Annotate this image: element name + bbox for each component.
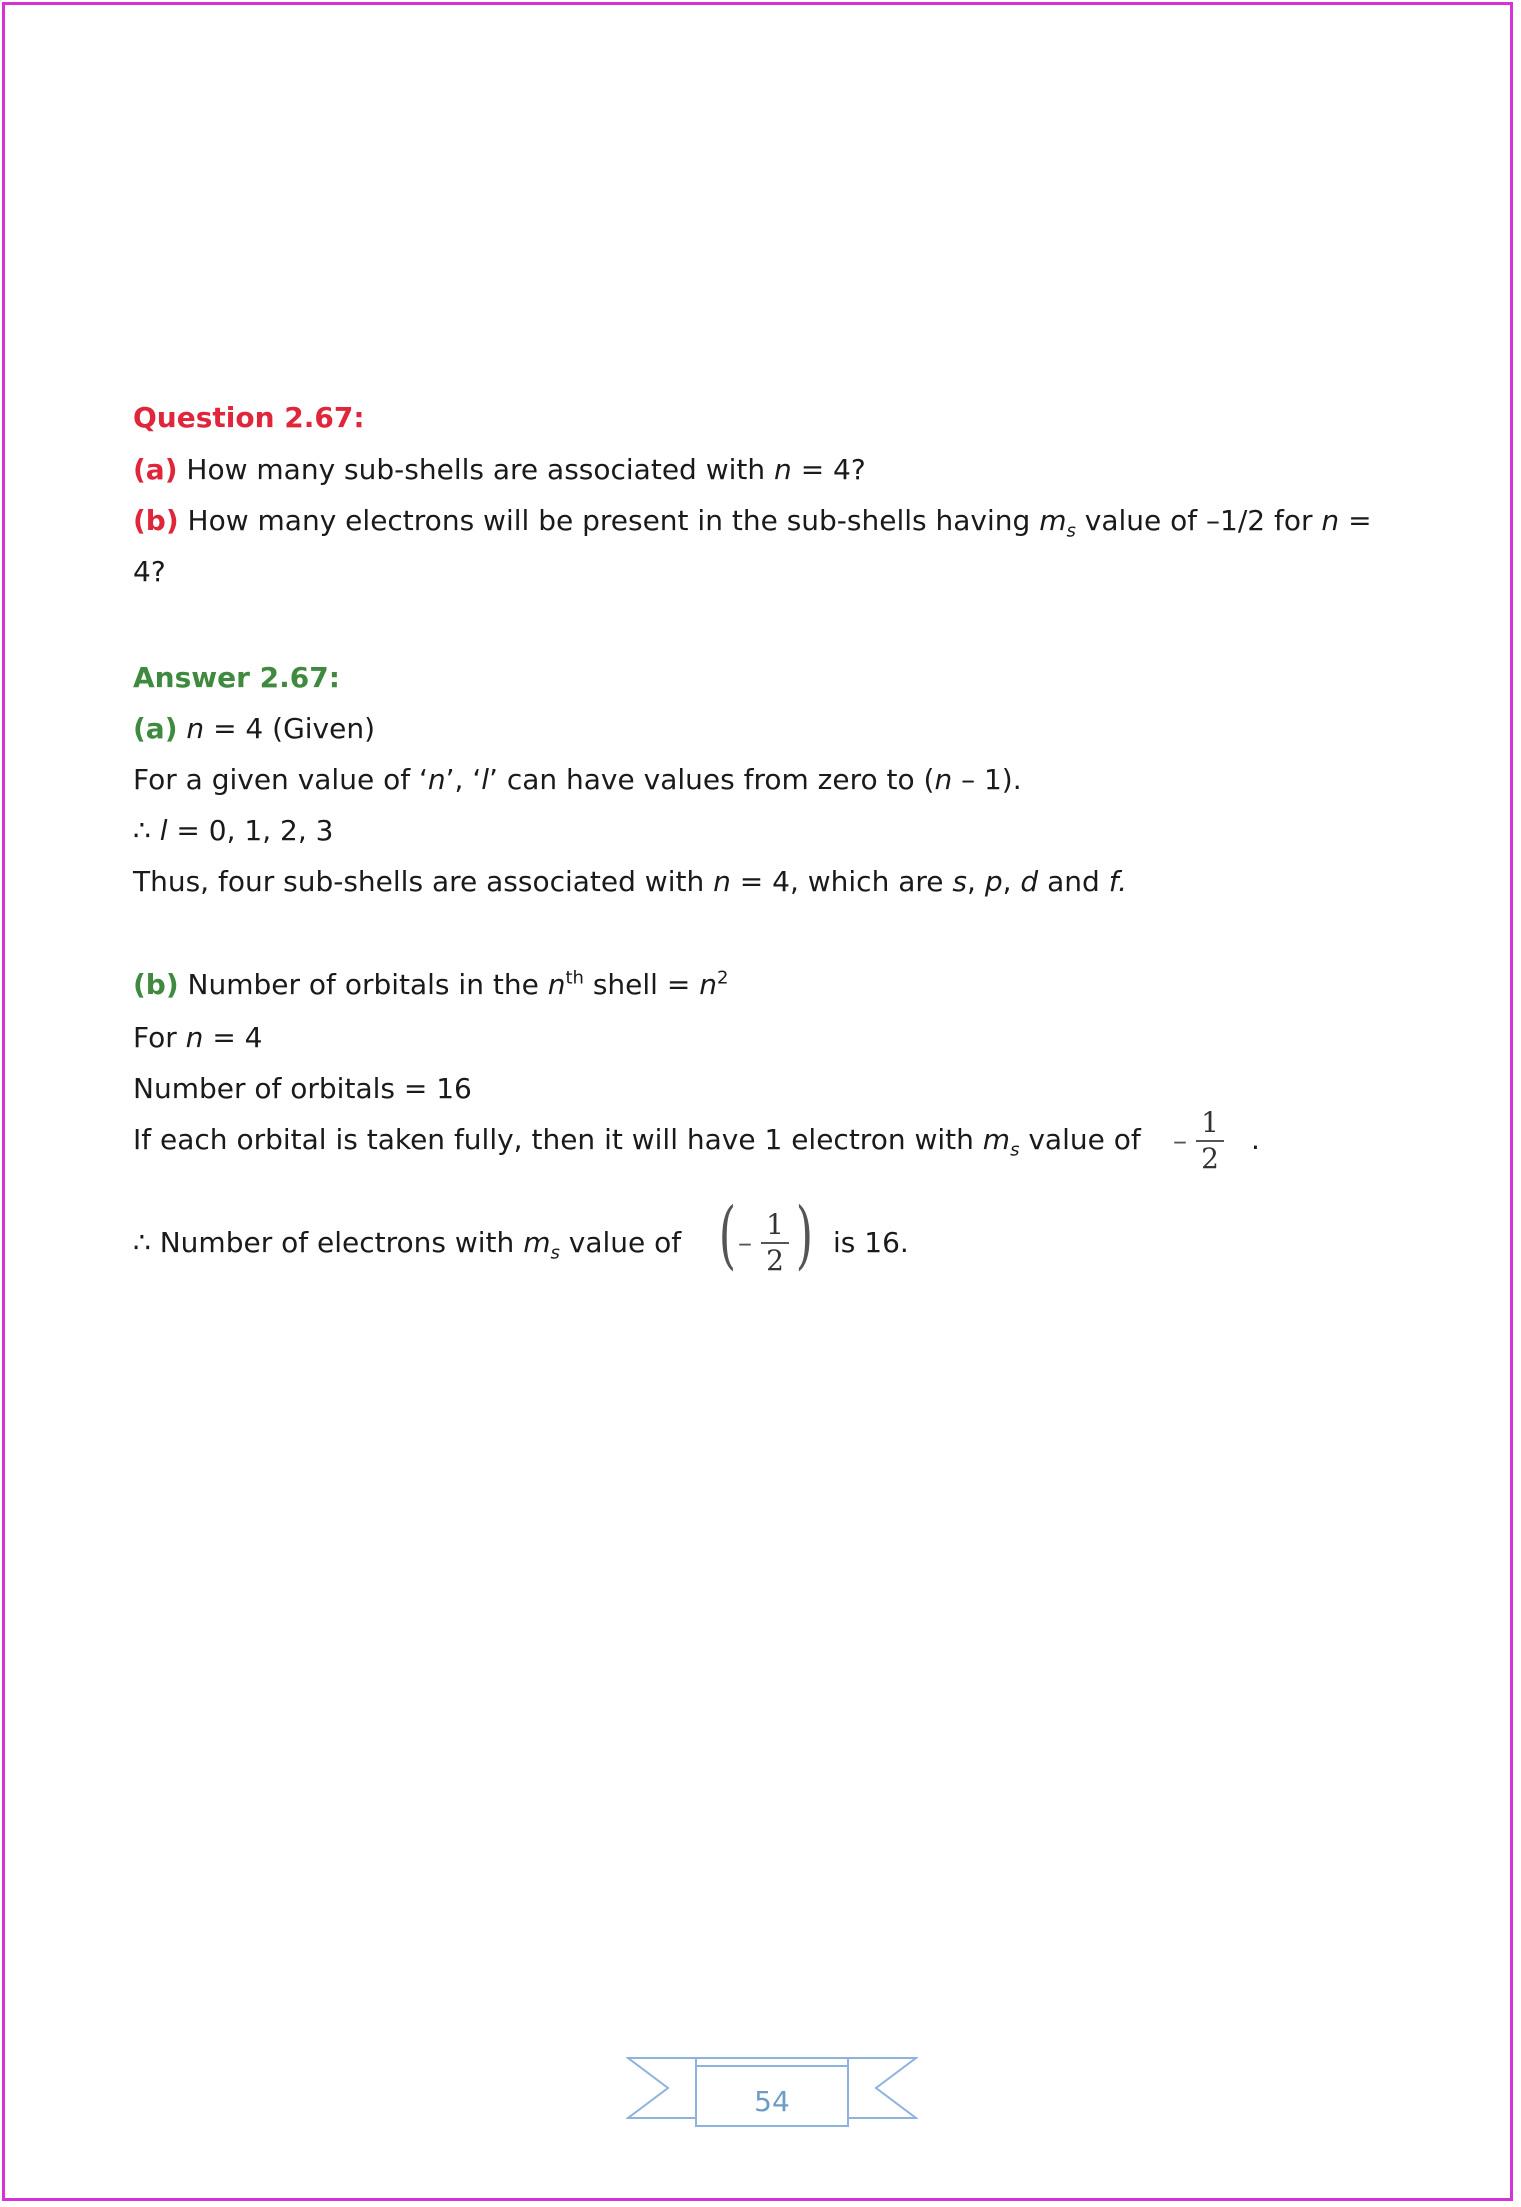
paren-close: ) bbox=[795, 1192, 814, 1278]
answer-part-b: (b) Number of orbitals in the $n^{th}$ shell = $n^2$ bbox=[133, 967, 729, 1001]
answer-for-n: For n = 4 bbox=[133, 1021, 263, 1054]
answer-thus-line: Thus, four sub-shells are associated with n = 4, which are s, p, d and f. bbox=[133, 865, 1127, 898]
answer-final-line: ∴ Number of electrons with $m_s$ value of bbox=[133, 1226, 682, 1264]
answer-part-a: (a) n = 4 (Given) bbox=[133, 712, 376, 745]
question-heading: Question 2.67: bbox=[133, 401, 365, 434]
answer-l-values: ∴ l = 0, 1, 2, 3 bbox=[133, 814, 334, 847]
answer-heading: Answer 2.67: bbox=[133, 661, 340, 694]
answer-line-values: For a given value of ‘n’, ‘l’ can have values from zero to (n – 1). bbox=[133, 763, 1022, 796]
final-result: is 16. bbox=[833, 1226, 909, 1259]
question-part-a: (a) How many sub-shells are associated with n = 4? bbox=[133, 453, 866, 486]
fraction-period: . bbox=[1251, 1123, 1260, 1156]
question-part-b: (b) How many electrons will be present in the sub-shells having $m_s$ value of –1/2 for n = bbox=[133, 504, 1372, 542]
answer-orbitals-count: Number of orbitals = 16 bbox=[133, 1072, 472, 1105]
final-fraction-half: 1 2 bbox=[761, 1210, 789, 1276]
fraction-minus-sign: – bbox=[1173, 1124, 1187, 1157]
answer-if-line: If each orbital is taken fully, then it will have 1 electron with $m_s$ value of bbox=[133, 1123, 1141, 1161]
question-part-b-continued: 4? bbox=[133, 555, 166, 588]
page-number: 54 bbox=[754, 2085, 790, 2118]
fraction-minus-half: 1 2 bbox=[1196, 1108, 1224, 1174]
paren-open: ( bbox=[718, 1192, 737, 1278]
final-minus-sign: – bbox=[738, 1226, 752, 1259]
